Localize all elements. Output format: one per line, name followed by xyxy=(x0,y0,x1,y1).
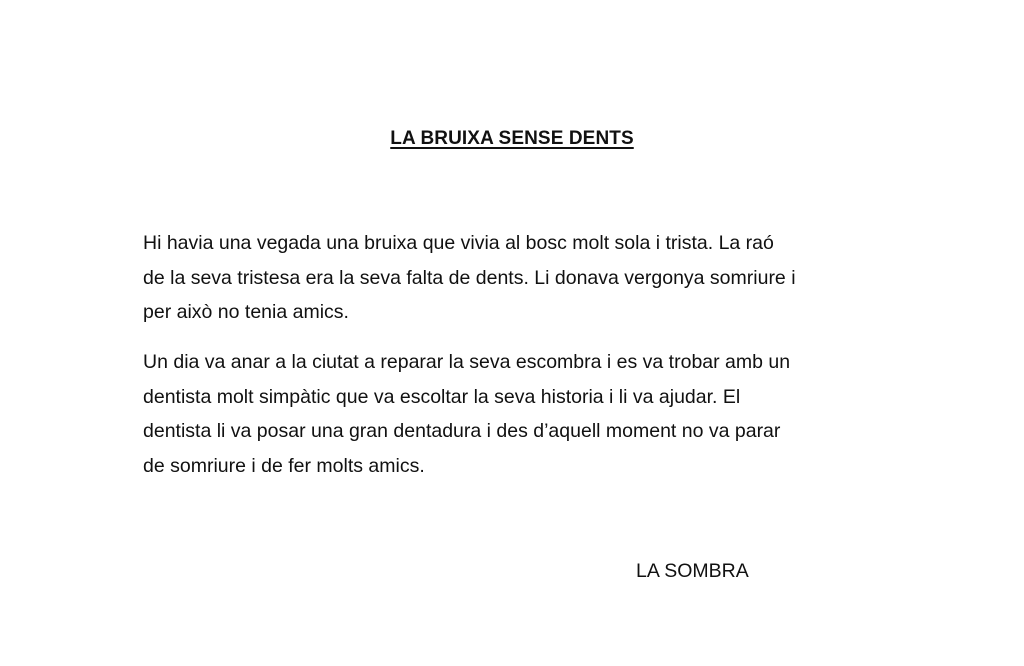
paragraph-1 xyxy=(143,226,903,330)
paragraph-line: dentista li va posar una gran dentadura i des d’aquell moment no va parar xyxy=(143,420,781,442)
paragraph-line: de la seva tristesa era la seva falta de dents. Li donava vergonya somriure i xyxy=(143,266,796,289)
paragraph-line: per això no tenia amics. xyxy=(143,301,349,323)
paragraph-2 xyxy=(143,345,903,483)
paragraph-line: de somriure i de fer molts amics. xyxy=(143,454,425,477)
author-signature: LA SOMBRA xyxy=(636,560,749,582)
paragraph-line: dentista molt simpàtic que va escoltar la seva historia i li va ajudar. El xyxy=(143,385,741,408)
document-title xyxy=(0,128,1024,150)
paragraph-line: Un dia va anar a la ciutat a reparar la seva escombra i es va trobar amb un xyxy=(143,351,791,373)
document-title-text: LA BRUIXA SENSE DENTS xyxy=(390,128,634,149)
paragraph-line: Hi havia una vegada una bruixa que vivia al bosc molt sola i trista. La raó xyxy=(143,232,774,254)
